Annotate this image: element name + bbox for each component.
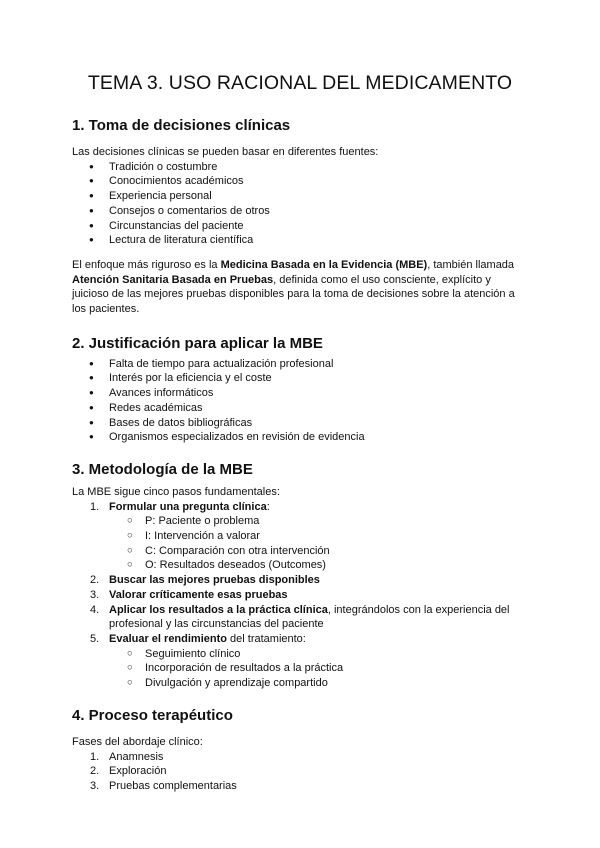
step-number: 1. xyxy=(90,500,100,513)
bold-term: Medicina Basada en la Evidencia (MBE) xyxy=(220,258,428,271)
step-item xyxy=(72,603,528,632)
step-item xyxy=(72,588,528,603)
sub-item: ○ O: Resultados deseados (Outcomes) xyxy=(72,558,528,573)
list-item: ● Redes académicas xyxy=(72,401,528,416)
list-item xyxy=(72,764,528,779)
text-run: del tratamiento: xyxy=(226,632,306,645)
numbered-list xyxy=(72,750,528,794)
step-title: Aplicar los resultados a la práctica clínica xyxy=(109,603,328,616)
step-title: Buscar las mejores pruebas disponibles xyxy=(109,574,320,587)
list-item: ● Interés por la eficiencia y el coste xyxy=(72,371,528,386)
numbered-list xyxy=(72,500,528,691)
list-item xyxy=(72,750,528,765)
section-intro: Las decisiones clínicas se pueden basar en diferentes fuentes: xyxy=(72,146,379,158)
step-number: 2. xyxy=(90,574,100,587)
item-number: 2. xyxy=(90,765,100,778)
list-item: ● Lectura de literatura científica xyxy=(72,233,528,248)
step-title: Evaluar el rendimiento xyxy=(109,632,227,645)
sub-item: ○ P: Paciente o problema xyxy=(72,514,528,529)
step-title: Formular una pregunta clínica xyxy=(109,500,267,513)
text-run: , integrándolos con la experiencia del profesional y las circunstancias del paciente xyxy=(109,603,510,631)
section-heading: 4. Proceso terapéutico xyxy=(72,706,233,724)
sub-item: ○ Divulgación y aprendizaje compartido xyxy=(72,676,528,691)
list-item: ● Bases de datos bibliográficas xyxy=(72,416,528,431)
bold-term: Atención Sanitaria Basada en Pruebas xyxy=(72,273,274,286)
step-item xyxy=(72,632,528,647)
section-justificacion xyxy=(72,335,528,445)
item-number: 1. xyxy=(90,750,100,763)
list-item: ● Conocimientos académicos xyxy=(72,174,528,189)
bullet-list xyxy=(72,160,528,248)
list-item: ● Falta de tiempo para actualización profesional xyxy=(72,357,528,372)
sub-item: ○ Seguimiento clínico xyxy=(72,647,528,662)
step-item xyxy=(72,573,528,588)
list-item: ● Circunstancias del paciente xyxy=(72,219,528,234)
section-heading: 2. Justificación para aplicar la MBE xyxy=(72,334,323,352)
item-text: Pruebas complementarias xyxy=(109,779,237,792)
text-run: : xyxy=(266,500,270,513)
step-number: 5. xyxy=(90,632,100,645)
item-text: Anamnesis xyxy=(109,750,164,763)
bullet-list xyxy=(72,357,528,445)
mbe-paragraph xyxy=(72,258,528,317)
text-run: , definida como el uso consciente, explícito y juicioso de las mejores pruebas disponibles para la toma de decisiones sobre la atención a los pacientes. xyxy=(72,273,515,316)
document-title: TEMA 3. USO RACIONAL DEL MEDICAMENTO xyxy=(87,72,513,94)
section-metodologia xyxy=(72,461,528,691)
section-intro: La MBE sigue cinco pasos fundamentales: xyxy=(72,485,280,498)
step-title: Valorar críticamente esas pruebas xyxy=(109,588,288,601)
list-item xyxy=(72,779,528,794)
sub-item: ○ I: Intervención a valorar xyxy=(72,529,528,544)
sub-item: ○ C: Comparación con otra intervención xyxy=(72,544,528,559)
list-item: ● Experiencia personal xyxy=(72,189,528,204)
section-heading: 1. Toma de decisiones clínicas xyxy=(72,117,291,134)
item-text: Exploración xyxy=(109,765,167,778)
item-number: 3. xyxy=(90,779,100,792)
step-number: 4. xyxy=(90,603,100,616)
list-item: ● Tradición o costumbre xyxy=(72,160,528,175)
section-decisiones xyxy=(72,117,528,317)
sub-item: ○ Incorporación de resultados a la práctica xyxy=(72,661,528,676)
list-item: ● Organismos especializados en revisión de evidencia xyxy=(72,430,528,445)
step-number: 3. xyxy=(90,588,100,601)
list-item: ● Consejos o comentarios de otros xyxy=(72,204,528,219)
section-intro: Fases del abordaje clínico: xyxy=(72,735,203,748)
step-item xyxy=(72,500,528,515)
list-item: ● Avances informáticos xyxy=(72,386,528,401)
section-proceso xyxy=(72,707,528,794)
text-run: El enfoque más riguroso es la xyxy=(72,258,221,271)
text-run: , también llamada xyxy=(427,258,515,271)
section-heading: 3. Metodología de la MBE xyxy=(72,460,253,478)
